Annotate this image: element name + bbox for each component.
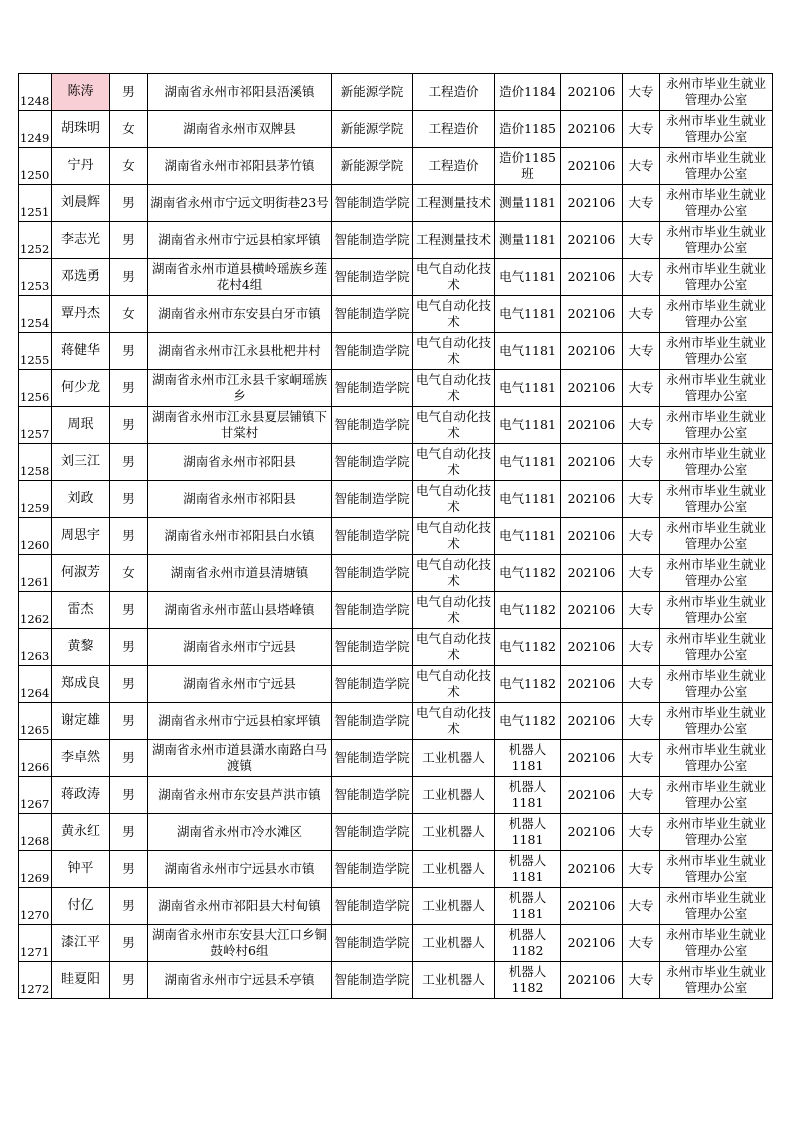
class-cell: 电气1181 xyxy=(495,333,561,370)
graduation-date-cell: 202106 xyxy=(561,481,623,518)
college-cell: 智能制造学院 xyxy=(332,518,413,555)
student-name: 邓选勇 xyxy=(52,259,110,296)
class-cell: 机器人1182 xyxy=(495,925,561,962)
student-name: 谢定雄 xyxy=(52,703,110,740)
row-number: 1272 xyxy=(19,962,52,999)
table-row xyxy=(19,333,773,370)
destination-cell: 永州市毕业生就业管理办公室 xyxy=(660,629,773,666)
graduation-date-cell: 202106 xyxy=(561,888,623,925)
address-cell: 湖南省永州市东安县白牙市镇 xyxy=(148,296,332,333)
education-level-cell: 大专 xyxy=(623,777,660,814)
major-cell: 工业机器人 xyxy=(413,777,495,814)
class-cell: 造价1185班 xyxy=(495,148,561,185)
row-number: 1266 xyxy=(19,740,52,777)
table-row xyxy=(19,740,773,777)
education-level-cell: 大专 xyxy=(623,925,660,962)
address-cell: 湖南省永州市祁阳县茅竹镇 xyxy=(148,148,332,185)
gender-cell: 女 xyxy=(110,296,148,333)
table-row xyxy=(19,518,773,555)
class-cell: 造价1184 xyxy=(495,74,561,111)
address-cell: 湖南省永州市双牌县 xyxy=(148,111,332,148)
destination-cell: 永州市毕业生就业管理办公室 xyxy=(660,407,773,444)
class-cell: 电气1181 xyxy=(495,481,561,518)
college-cell: 智能制造学院 xyxy=(332,740,413,777)
major-cell: 电气自动化技术 xyxy=(413,370,495,407)
table-row xyxy=(19,74,773,111)
row-number: 1270 xyxy=(19,888,52,925)
college-cell: 新能源学院 xyxy=(332,111,413,148)
college-cell: 智能制造学院 xyxy=(332,370,413,407)
student-name: 漆江平 xyxy=(52,925,110,962)
class-cell: 机器人1181 xyxy=(495,851,561,888)
address-cell: 湖南省永州市祁阳县大村甸镇 xyxy=(148,888,332,925)
class-cell: 电气1182 xyxy=(495,666,561,703)
college-cell: 智能制造学院 xyxy=(332,296,413,333)
row-number: 1258 xyxy=(19,444,52,481)
class-cell: 造价1185 xyxy=(495,111,561,148)
destination-cell: 永州市毕业生就业管理办公室 xyxy=(660,703,773,740)
graduation-date-cell: 202106 xyxy=(561,814,623,851)
destination-cell: 永州市毕业生就业管理办公室 xyxy=(660,888,773,925)
graduation-date-cell: 202106 xyxy=(561,777,623,814)
table-row xyxy=(19,888,773,925)
row-number: 1261 xyxy=(19,555,52,592)
address-cell: 湖南省永州市冷水滩区 xyxy=(148,814,332,851)
graduation-date-cell: 202106 xyxy=(561,222,623,259)
row-number: 1251 xyxy=(19,185,52,222)
class-cell: 机器人1181 xyxy=(495,888,561,925)
gender-cell: 男 xyxy=(110,407,148,444)
graduation-date-cell: 202106 xyxy=(561,592,623,629)
education-level-cell: 大专 xyxy=(623,962,660,999)
row-number: 1264 xyxy=(19,666,52,703)
address-cell: 湖南省永州市宁远县柏家坪镇 xyxy=(148,703,332,740)
major-cell: 工业机器人 xyxy=(413,814,495,851)
major-cell: 工业机器人 xyxy=(413,740,495,777)
row-number: 1263 xyxy=(19,629,52,666)
gender-cell: 男 xyxy=(110,444,148,481)
education-level-cell: 大专 xyxy=(623,518,660,555)
table-row xyxy=(19,851,773,888)
education-level-cell: 大专 xyxy=(623,481,660,518)
address-cell: 湖南省永州市宁远县禾亭镇 xyxy=(148,962,332,999)
gender-cell: 男 xyxy=(110,666,148,703)
gender-cell: 女 xyxy=(110,148,148,185)
major-cell: 电气自动化技术 xyxy=(413,296,495,333)
destination-cell: 永州市毕业生就业管理办公室 xyxy=(660,555,773,592)
major-cell: 电气自动化技术 xyxy=(413,481,495,518)
student-name: 钟平 xyxy=(52,851,110,888)
gender-cell: 男 xyxy=(110,629,148,666)
student-name: 雷杰 xyxy=(52,592,110,629)
table-row xyxy=(19,185,773,222)
graduation-date-cell: 202106 xyxy=(561,148,623,185)
education-level-cell: 大专 xyxy=(623,111,660,148)
graduation-date-cell: 202106 xyxy=(561,851,623,888)
student-name: 黄黎 xyxy=(52,629,110,666)
address-cell: 湖南省永州市宁远文明街巷23号 xyxy=(148,185,332,222)
table-row xyxy=(19,962,773,999)
education-level-cell: 大专 xyxy=(623,814,660,851)
table-body xyxy=(19,74,773,999)
college-cell: 智能制造学院 xyxy=(332,851,413,888)
graduation-date-cell: 202106 xyxy=(561,185,623,222)
college-cell: 智能制造学院 xyxy=(332,777,413,814)
major-cell: 电气自动化技术 xyxy=(413,518,495,555)
gender-cell: 男 xyxy=(110,370,148,407)
row-number: 1269 xyxy=(19,851,52,888)
student-name: 蒋政涛 xyxy=(52,777,110,814)
graduation-date-cell: 202106 xyxy=(561,111,623,148)
row-number: 1248 xyxy=(19,74,52,111)
address-cell: 湖南省永州市祁阳县 xyxy=(148,481,332,518)
table-row xyxy=(19,666,773,703)
class-cell: 电气1181 xyxy=(495,444,561,481)
education-level-cell: 大专 xyxy=(623,666,660,703)
class-cell: 电气1182 xyxy=(495,555,561,592)
destination-cell: 永州市毕业生就业管理办公室 xyxy=(660,185,773,222)
graduate-table xyxy=(18,73,773,999)
destination-cell: 永州市毕业生就业管理办公室 xyxy=(660,296,773,333)
address-cell: 湖南省永州市宁远县 xyxy=(148,666,332,703)
major-cell: 工业机器人 xyxy=(413,925,495,962)
education-level-cell: 大专 xyxy=(623,222,660,259)
college-cell: 智能制造学院 xyxy=(332,481,413,518)
table-row xyxy=(19,444,773,481)
destination-cell: 永州市毕业生就业管理办公室 xyxy=(660,444,773,481)
college-cell: 智能制造学院 xyxy=(332,666,413,703)
gender-cell: 男 xyxy=(110,333,148,370)
gender-cell: 男 xyxy=(110,888,148,925)
major-cell: 电气自动化技术 xyxy=(413,666,495,703)
destination-cell: 永州市毕业生就业管理办公室 xyxy=(660,962,773,999)
class-cell: 电气1182 xyxy=(495,703,561,740)
education-level-cell: 大专 xyxy=(623,888,660,925)
major-cell: 电气自动化技术 xyxy=(413,592,495,629)
education-level-cell: 大专 xyxy=(623,444,660,481)
gender-cell: 男 xyxy=(110,518,148,555)
education-level-cell: 大专 xyxy=(623,592,660,629)
table-row xyxy=(19,296,773,333)
gender-cell: 男 xyxy=(110,259,148,296)
major-cell: 电气自动化技术 xyxy=(413,259,495,296)
table-row xyxy=(19,148,773,185)
education-level-cell: 大专 xyxy=(623,629,660,666)
address-cell: 湖南省永州市道县横岭瑶族乡莲花村4组 xyxy=(148,259,332,296)
education-level-cell: 大专 xyxy=(623,370,660,407)
major-cell: 电气自动化技术 xyxy=(413,333,495,370)
class-cell: 机器人1182 xyxy=(495,962,561,999)
college-cell: 智能制造学院 xyxy=(332,259,413,296)
class-cell: 测量1181 xyxy=(495,185,561,222)
table-row xyxy=(19,629,773,666)
gender-cell: 男 xyxy=(110,814,148,851)
gender-cell: 男 xyxy=(110,592,148,629)
graduation-date-cell: 202106 xyxy=(561,333,623,370)
row-number: 1260 xyxy=(19,518,52,555)
row-number: 1268 xyxy=(19,814,52,851)
address-cell: 湖南省永州市道县清塘镇 xyxy=(148,555,332,592)
table-row xyxy=(19,111,773,148)
student-name: 黄永红 xyxy=(52,814,110,851)
graduation-date-cell: 202106 xyxy=(561,407,623,444)
student-name: 刘晨辉 xyxy=(52,185,110,222)
destination-cell: 永州市毕业生就业管理办公室 xyxy=(660,259,773,296)
address-cell: 湖南省永州市祁阳县 xyxy=(148,444,332,481)
destination-cell: 永州市毕业生就业管理办公室 xyxy=(660,925,773,962)
student-name: 李卓然 xyxy=(52,740,110,777)
major-cell: 电气自动化技术 xyxy=(413,407,495,444)
address-cell: 湖南省永州市祁阳县浯溪镇 xyxy=(148,74,332,111)
gender-cell: 女 xyxy=(110,555,148,592)
row-number: 1271 xyxy=(19,925,52,962)
destination-cell: 永州市毕业生就业管理办公室 xyxy=(660,518,773,555)
row-number: 1252 xyxy=(19,222,52,259)
student-name: 宁丹 xyxy=(52,148,110,185)
education-level-cell: 大专 xyxy=(623,259,660,296)
student-name: 刘政 xyxy=(52,481,110,518)
college-cell: 智能制造学院 xyxy=(332,814,413,851)
table-row xyxy=(19,481,773,518)
graduation-date-cell: 202106 xyxy=(561,962,623,999)
major-cell: 电气自动化技术 xyxy=(413,629,495,666)
address-cell: 湖南省永州市宁远县 xyxy=(148,629,332,666)
destination-cell: 永州市毕业生就业管理办公室 xyxy=(660,370,773,407)
address-cell: 湖南省永州市道县潇水南路白马渡镇 xyxy=(148,740,332,777)
destination-cell: 永州市毕业生就业管理办公室 xyxy=(660,333,773,370)
graduation-date-cell: 202106 xyxy=(561,740,623,777)
major-cell: 工业机器人 xyxy=(413,851,495,888)
gender-cell: 男 xyxy=(110,925,148,962)
class-cell: 机器人1181 xyxy=(495,777,561,814)
gender-cell: 男 xyxy=(110,962,148,999)
address-cell: 湖南省永州市江永县千家峒瑶族乡 xyxy=(148,370,332,407)
address-cell: 湖南省永州市祁阳县白水镇 xyxy=(148,518,332,555)
table-row xyxy=(19,555,773,592)
address-cell: 湖南省永州市宁远县水市镇 xyxy=(148,851,332,888)
student-name: 周思宇 xyxy=(52,518,110,555)
college-cell: 智能制造学院 xyxy=(332,629,413,666)
class-cell: 机器人1181 xyxy=(495,740,561,777)
destination-cell: 永州市毕业生就业管理办公室 xyxy=(660,481,773,518)
destination-cell: 永州市毕业生就业管理办公室 xyxy=(660,592,773,629)
major-cell: 工业机器人 xyxy=(413,888,495,925)
student-name: 陈涛 xyxy=(52,74,110,111)
row-number: 1267 xyxy=(19,777,52,814)
major-cell: 工程造价 xyxy=(413,74,495,111)
major-cell: 工程造价 xyxy=(413,111,495,148)
row-number: 1257 xyxy=(19,407,52,444)
gender-cell: 男 xyxy=(110,222,148,259)
major-cell: 工业机器人 xyxy=(413,962,495,999)
row-number: 1265 xyxy=(19,703,52,740)
major-cell: 工程测量技术 xyxy=(413,222,495,259)
gender-cell: 男 xyxy=(110,851,148,888)
college-cell: 新能源学院 xyxy=(332,148,413,185)
education-level-cell: 大专 xyxy=(623,185,660,222)
student-name: 覃丹杰 xyxy=(52,296,110,333)
class-cell: 电气1181 xyxy=(495,518,561,555)
destination-cell: 永州市毕业生就业管理办公室 xyxy=(660,222,773,259)
student-name: 周珉 xyxy=(52,407,110,444)
graduation-date-cell: 202106 xyxy=(561,518,623,555)
college-cell: 智能制造学院 xyxy=(332,407,413,444)
graduation-date-cell: 202106 xyxy=(561,370,623,407)
row-number: 1259 xyxy=(19,481,52,518)
table-row xyxy=(19,259,773,296)
student-name: 眭夏阳 xyxy=(52,962,110,999)
row-number: 1262 xyxy=(19,592,52,629)
table-row xyxy=(19,407,773,444)
education-level-cell: 大专 xyxy=(623,333,660,370)
education-level-cell: 大专 xyxy=(623,851,660,888)
college-cell: 智能制造学院 xyxy=(332,444,413,481)
college-cell: 智能制造学院 xyxy=(332,333,413,370)
education-level-cell: 大专 xyxy=(623,296,660,333)
student-name: 胡珠明 xyxy=(52,111,110,148)
student-name: 蒋健华 xyxy=(52,333,110,370)
row-number: 1255 xyxy=(19,333,52,370)
address-cell: 湖南省永州市江永县夏层铺镇下甘棠村 xyxy=(148,407,332,444)
graduation-date-cell: 202106 xyxy=(561,925,623,962)
college-cell: 智能制造学院 xyxy=(332,222,413,259)
destination-cell: 永州市毕业生就业管理办公室 xyxy=(660,814,773,851)
destination-cell: 永州市毕业生就业管理办公室 xyxy=(660,740,773,777)
education-level-cell: 大专 xyxy=(623,74,660,111)
class-cell: 电气1182 xyxy=(495,592,561,629)
gender-cell: 男 xyxy=(110,74,148,111)
major-cell: 电气自动化技术 xyxy=(413,555,495,592)
class-cell: 电气1181 xyxy=(495,296,561,333)
major-cell: 电气自动化技术 xyxy=(413,444,495,481)
gender-cell: 男 xyxy=(110,481,148,518)
college-cell: 智能制造学院 xyxy=(332,925,413,962)
graduation-date-cell: 202106 xyxy=(561,259,623,296)
destination-cell: 永州市毕业生就业管理办公室 xyxy=(660,74,773,111)
address-cell: 湖南省永州市宁远县柏家坪镇 xyxy=(148,222,332,259)
class-cell: 电气1181 xyxy=(495,370,561,407)
graduation-date-cell: 202106 xyxy=(561,703,623,740)
class-cell: 电气1181 xyxy=(495,259,561,296)
graduation-date-cell: 202106 xyxy=(561,555,623,592)
table-row xyxy=(19,777,773,814)
gender-cell: 男 xyxy=(110,740,148,777)
table-row xyxy=(19,925,773,962)
college-cell: 智能制造学院 xyxy=(332,703,413,740)
education-level-cell: 大专 xyxy=(623,407,660,444)
major-cell: 电气自动化技术 xyxy=(413,703,495,740)
education-level-cell: 大专 xyxy=(623,148,660,185)
row-number: 1256 xyxy=(19,370,52,407)
major-cell: 工程造价 xyxy=(413,148,495,185)
address-cell: 湖南省永州市江永县枇杷井村 xyxy=(148,333,332,370)
education-level-cell: 大专 xyxy=(623,740,660,777)
table-row xyxy=(19,222,773,259)
student-name: 郑成良 xyxy=(52,666,110,703)
gender-cell: 男 xyxy=(110,703,148,740)
destination-cell: 永州市毕业生就业管理办公室 xyxy=(660,851,773,888)
class-cell: 测量1181 xyxy=(495,222,561,259)
college-cell: 智能制造学院 xyxy=(332,592,413,629)
gender-cell: 女 xyxy=(110,111,148,148)
table-row xyxy=(19,814,773,851)
class-cell: 电气1182 xyxy=(495,629,561,666)
college-cell: 智能制造学院 xyxy=(332,555,413,592)
graduation-date-cell: 202106 xyxy=(561,444,623,481)
table-row xyxy=(19,370,773,407)
college-cell: 智能制造学院 xyxy=(332,185,413,222)
destination-cell: 永州市毕业生就业管理办公室 xyxy=(660,666,773,703)
graduation-date-cell: 202106 xyxy=(561,629,623,666)
student-name: 何淑芳 xyxy=(52,555,110,592)
education-level-cell: 大专 xyxy=(623,703,660,740)
row-number: 1249 xyxy=(19,111,52,148)
student-name: 刘三江 xyxy=(52,444,110,481)
graduation-date-cell: 202106 xyxy=(561,296,623,333)
address-cell: 湖南省永州市东安县大江口乡铜鼓岭村6组 xyxy=(148,925,332,962)
college-cell: 智能制造学院 xyxy=(332,888,413,925)
row-number: 1250 xyxy=(19,148,52,185)
gender-cell: 男 xyxy=(110,185,148,222)
destination-cell: 永州市毕业生就业管理办公室 xyxy=(660,777,773,814)
gender-cell: 男 xyxy=(110,777,148,814)
college-cell: 新能源学院 xyxy=(332,74,413,111)
student-name: 付亿 xyxy=(52,888,110,925)
row-number: 1253 xyxy=(19,259,52,296)
student-name: 何少龙 xyxy=(52,370,110,407)
table-row xyxy=(19,703,773,740)
class-cell: 电气1181 xyxy=(495,407,561,444)
college-cell: 智能制造学院 xyxy=(332,962,413,999)
table-row xyxy=(19,592,773,629)
destination-cell: 永州市毕业生就业管理办公室 xyxy=(660,111,773,148)
student-name: 李志光 xyxy=(52,222,110,259)
destination-cell: 永州市毕业生就业管理办公室 xyxy=(660,148,773,185)
graduation-date-cell: 202106 xyxy=(561,74,623,111)
major-cell: 工程测量技术 xyxy=(413,185,495,222)
class-cell: 机器人1181 xyxy=(495,814,561,851)
education-level-cell: 大专 xyxy=(623,555,660,592)
address-cell: 湖南省永州市东安县芦洪市镇 xyxy=(148,777,332,814)
address-cell: 湖南省永州市蓝山县塔峰镇 xyxy=(148,592,332,629)
graduation-date-cell: 202106 xyxy=(561,666,623,703)
row-number: 1254 xyxy=(19,296,52,333)
